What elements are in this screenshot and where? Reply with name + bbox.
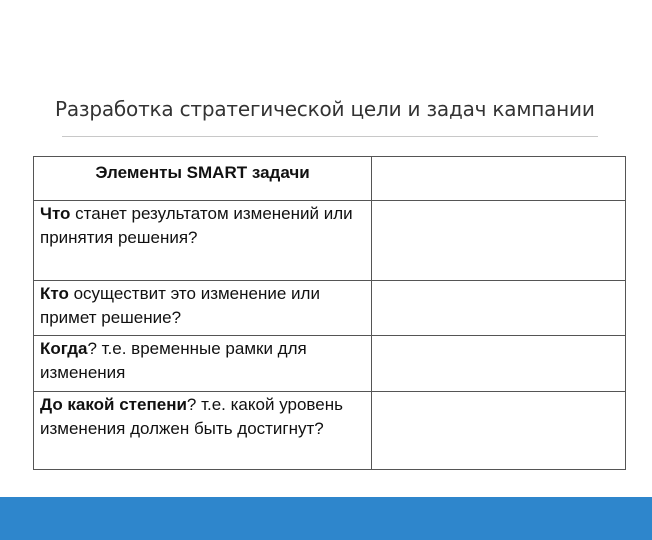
row-text: ? т.е. какой уровень изменения должен быть достигнут? (40, 395, 343, 438)
row-keyword: До какой степени (40, 395, 187, 414)
table-header-cell: Элементы SMART задачи (34, 157, 372, 201)
question-cell (34, 392, 372, 470)
answer-cell (372, 281, 626, 336)
smart-table (33, 156, 626, 470)
answer-cell (372, 201, 626, 281)
question-cell (34, 281, 372, 336)
row-keyword: Когда (40, 339, 88, 358)
row-text: станет результатом изменений или принятия решения? (40, 204, 353, 247)
question-cell (34, 336, 372, 392)
slide-title: Разработка стратегической цели и задач кампании (55, 97, 595, 121)
title-divider (62, 136, 598, 137)
answer-cell (372, 336, 626, 392)
row-text: ? т.е. временные рамки для изменения (40, 339, 307, 382)
table-row (34, 281, 626, 336)
row-keyword: Что (40, 204, 71, 223)
question-cell (34, 201, 372, 281)
table-row (34, 392, 626, 470)
table-row (34, 336, 626, 392)
row-text: осуществит это изменение или примет решение? (40, 284, 320, 327)
row-keyword: Кто (40, 284, 69, 303)
table-row (34, 201, 626, 281)
table-header-row (34, 157, 626, 201)
footer-bar (0, 497, 652, 540)
table-header-empty-cell (372, 157, 626, 201)
answer-cell (372, 392, 626, 470)
